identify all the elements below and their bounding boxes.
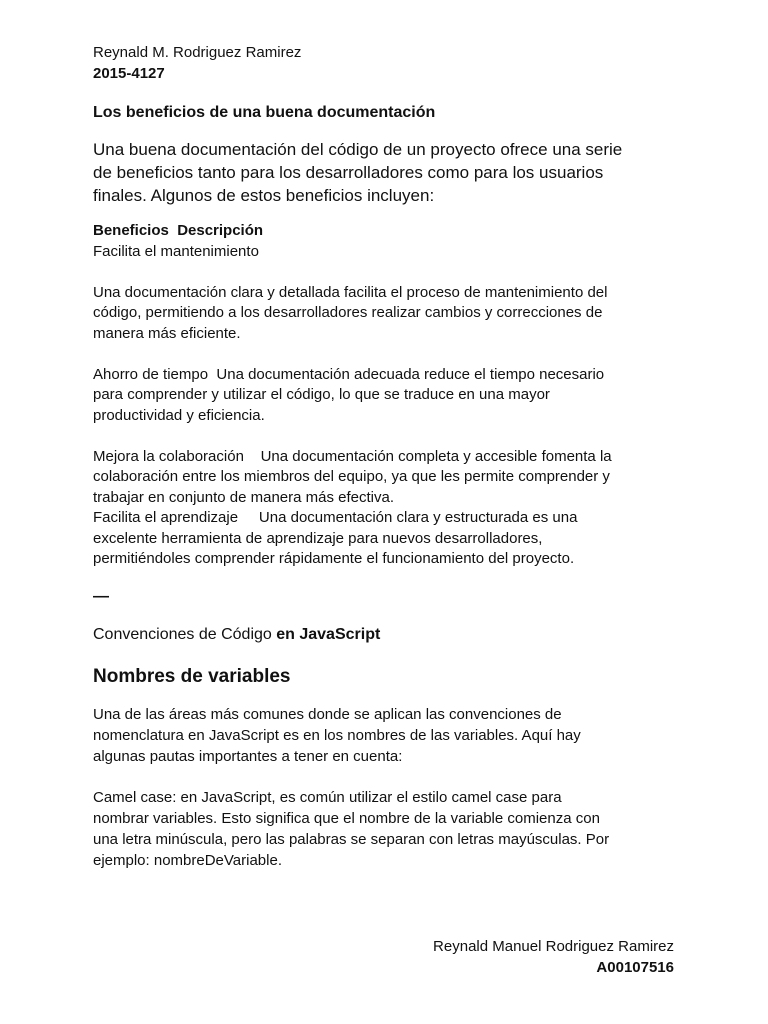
benefit-time-saving: Ahorro de tiempo Una documentación adecuada reduce el tiempo necesario para comprender y utilizar el código, lo que se traduce en una mayor productividad y eficiencia. — [93, 365, 605, 424]
student-id: 2015-4127 — [93, 64, 165, 82]
intro-paragraph: Una buena documentación del código de un proyecto ofrece una serie de beneficios tanto para los desarrolladores como para los usuarios finales. Algunos de estos beneficios incluyen: — [93, 140, 623, 205]
camel-case-paragraph: Camel case: en JavaScript, es común utilizar el estilo camel case para nombrar variables. Esto significa que el nombre de la variable comienza con una letra minúscula, pero las palabras se separan con letras mayúsculas. Por ejemplo: nombreDeVariable. — [93, 789, 610, 869]
benefit-desc-maintenance: Una documentación clara y detallada facilita el proceso de mantenimiento del código, permitiendo a los desarrolladores realizar cambios y correcciones de manera más eficiente. — [93, 283, 608, 342]
table-header: Beneficios Descripción — [93, 222, 264, 239]
conventions-title-plain: Convenciones de Código — [93, 625, 277, 643]
footer-name: Reynald Manuel Rodriguez Ramirez — [433, 938, 674, 955]
conventions-title-bold: en JavaScript — [276, 625, 381, 643]
section-title: Los beneficios de una buena documentación — [93, 104, 436, 121]
divider: — — [93, 587, 109, 605]
author-name: Reynald M. Rodriguez Ramirez — [93, 44, 302, 61]
document-page — [93, 43, 683, 871]
footer — [433, 936, 674, 978]
benefit-learning: Facilita el aprendizaje Una documentación clara y estructurada es una excelente herramienta de aprendizaje para nuevos desarrolladores, permitiéndoles comprender rápidamente el funcionamiento del proyecto. — [93, 509, 578, 567]
benefit-name-maintenance: Facilita el mantenimiento — [93, 242, 259, 260]
subsection-title: Nombres de variables — [93, 665, 291, 687]
section-title-conventions — [93, 624, 683, 646]
variables-paragraph: Una de las áreas más comunes donde se aplican las convenciones de nomenclatura en JavaScript es en los nombres de las variables. Aquí hay algunas pautas importantes a tener en cuenta: — [93, 705, 581, 765]
footer-code: A00107516 — [596, 959, 674, 976]
benefit-collaboration: Mejora la colaboración Una documentación completa y accesible fomenta la colaboración entre los miembros del equipo, ya que les permite comprender y trabajar en conjunto de manera más efectiva. — [93, 447, 612, 506]
